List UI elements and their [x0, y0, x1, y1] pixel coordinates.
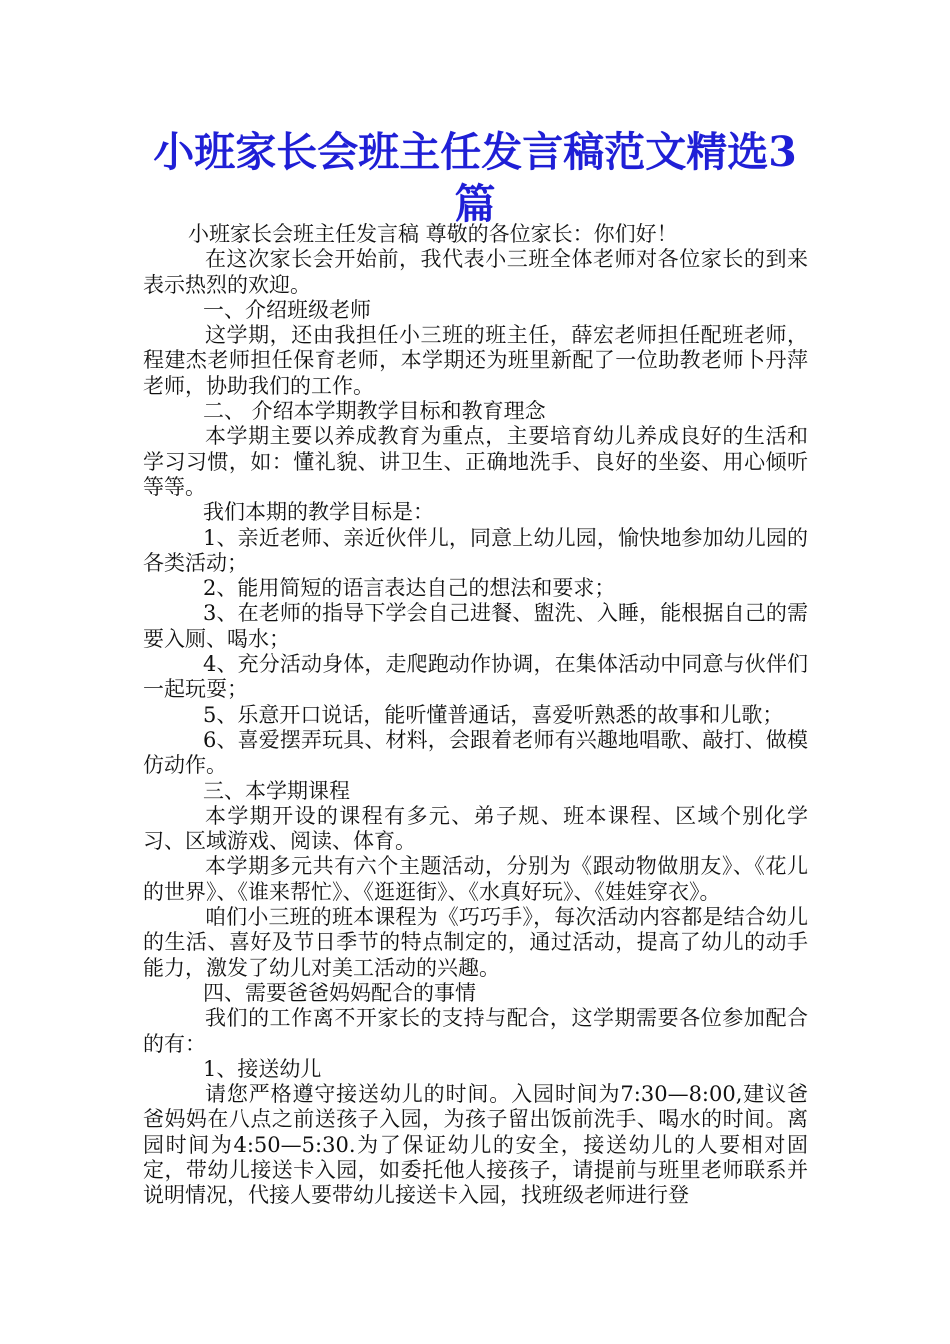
paragraph: 4、充分活动身体，走爬跑动作协调，在集体活动中同意与伙伴们一起玩耍； — [143, 652, 808, 702]
paragraph: 1、亲近老师、亲近伙伴儿，同意上幼儿园，愉快地参加幼儿园的各类活动； — [143, 525, 808, 575]
paragraph: 二、 介绍本学期教学目标和教育理念 — [203, 399, 546, 424]
paragraph: 在这次家长会开始前，我代表小三班全体老师对各位家长的到来表示热烈的欢迎。 — [143, 247, 808, 297]
paragraph: 一、介绍班级老师 — [203, 297, 371, 322]
paragraph: 3、在老师的指导下学会自己进餐、盥洗、入睡，能根据自己的需要入厕、喝水； — [143, 601, 808, 651]
paragraph: 咱们小三班的班本课程为《巧巧手》，每次活动内容都是结合幼儿的生活、喜好及节日季节的特点制定的，通过活动，提高了幼儿的动手能力，激发了幼儿对美工活动的兴趣。 — [143, 905, 808, 980]
paragraph: 1、接送幼儿 — [203, 1056, 322, 1081]
paragraph: 本学期主要以养成教育为重点，主要培育幼儿养成良好的生活和学习习惯，如：懂礼貌、讲卫生、正确地洗手、良好的坐姿、用心倾听等等。 — [143, 424, 808, 499]
document-title: 小班家长会班主任发言稿范文精选3篇 — [153, 128, 797, 228]
paragraph: 2、能用简短的语言表达自己的想法和要求； — [203, 576, 616, 601]
paragraph: 5、乐意开口说话，能听懂普通话，喜爱听熟悉的故事和儿歌； — [203, 702, 784, 727]
paragraph: 这学期，还由我担任小三班的班主任，薛宏老师担任配班老师，程建杰老师担任保育老师，本学期还为班里新配了一位助教老师卜丹萍老师，协助我们的工作。 — [143, 323, 808, 398]
paragraph: 四、需要爸爸妈妈配合的事情 — [203, 980, 476, 1005]
paragraph: 6、喜爱摆弄玩具、材料，会跟着老师有兴趣地唱歌、敲打、做模仿动作。 — [143, 727, 808, 778]
paragraph: 三、本学期课程 — [203, 778, 350, 803]
paragraph: 我们的工作离不开家长的支持与配合，这学期需要各位参加配合的有： — [143, 1006, 808, 1056]
document-body — [143, 222, 808, 1209]
paragraph: 小班家长会班主任发言稿 尊敬的各位家长：你们好！ — [188, 222, 678, 246]
paragraph: 请您严格遵守接送幼儿的时间。入园时间为7:30—8:00,建议爸爸妈妈在八点之前送孩子入园，为孩子留出饭前洗手、喝水的时间。离园时间为4:50—5:30.为了保证幼儿的安全，接送幼儿的人要相对固定，带幼儿接送卡入园，如委托他人接孩子，请提前与班里老师联系并说明情况，代接人要带幼儿接送卡入园，找班级老师进行登 — [143, 1082, 808, 1208]
paragraph: 我们本期的教学目标是： — [203, 500, 434, 525]
paragraph: 本学期多元共有六个主题活动，分别为《跟动物做朋友》、《花儿的世界》、《谁来帮忙》、《逛逛街》、《水真好玩》、《娃娃穿衣》。 — [143, 854, 808, 904]
paragraph: 本学期开设的课程有多元、弟子规、班本课程、区域个别化学习、区域游戏、阅读、体育。 — [143, 803, 808, 854]
